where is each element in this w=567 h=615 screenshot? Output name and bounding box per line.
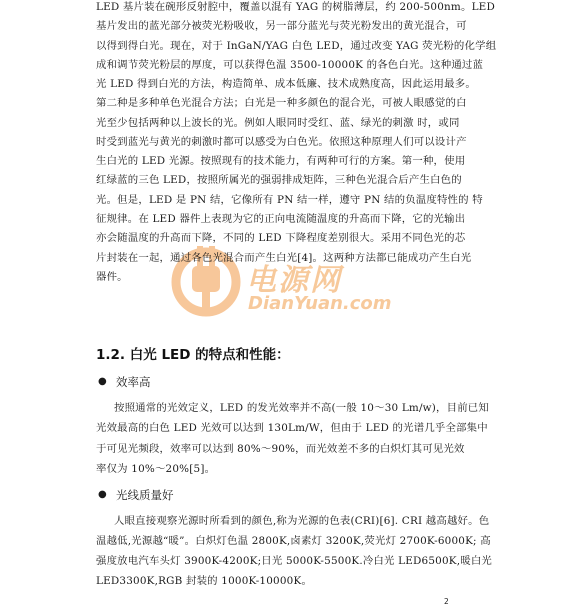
body-line: 光。但是，LED 是 PN 结，它像所有 PN 结一样，遵守 PN 结的负温度特性的 特 — [96, 194, 483, 206]
body-line: 征规律。在 LED 器件上表现为它的正向电流随温度的升高而下降，它的光输出 — [96, 213, 466, 225]
body-line: 第二种是多种单色光混合方法；白光是一种多颜色的混合光，可被人眼感觉的白 — [96, 97, 467, 109]
body-line: 红绿蓝的三色 LED，按照所属光的强弱排成矩阵，三种色光混合后产生白色的 — [96, 174, 462, 186]
body-line: 率仅为 10%～20%[5]。 — [96, 463, 216, 475]
body-line: 成和调节荧光粉层的厚度，可以获得色温 3500-10000K 的各色白光。这种通过蓝 — [96, 59, 484, 71]
body-line: 于可见光频段，效率可以达到 80%～90%，而光效差不多的白炽灯其可见光效 — [96, 443, 465, 455]
body-line: 片封装在一起，通过各色光混合而产生白光[4]。这两种方法都已能成功产生白光 — [96, 252, 472, 264]
body-line: LED 基片装在碗形反射腔中，覆盖以混有 YAG 的树脂薄层，约 200-500nm。LED — [96, 1, 495, 13]
body-line: 生白光的 LED 光源。按照现有的技术能力，有两种可行的方案。第一种，使用 — [96, 155, 466, 167]
body-line: 光效最高的白色 LED 光效可以达到 130Lm/W，但由于 LED 的光谱几乎全部集中 — [96, 422, 488, 434]
body-line: LED3300K,RGB 封装的 1000K-10000K。 — [96, 575, 313, 587]
bullet-title-efficiency: 效率高 — [116, 375, 151, 389]
body-line: 以得到得白光。现在，对于 InGaN/YAG 白色 LED，通过改变 YAG 荧光粉的化学组 — [96, 40, 497, 52]
body-line: 器件。 — [96, 271, 128, 283]
body-line: 时受到蓝光与黄光的刺激时都可以感受为白色光。依照这种原理人们可以设计产 — [96, 136, 467, 148]
body-line: 光至少包括两种以上波长的光。例如人眼同时受红、蓝、绿光的刺激 时，或同 — [96, 117, 460, 129]
watermark-chinese-text: 电源网 — [246, 263, 342, 298]
body-line: 按照通常的光效定义，LED 的发光效率并不高(一般 10～30 Lm/w)，目前已知 — [114, 402, 489, 414]
watermark-english-text: DianYuan.com — [248, 293, 392, 314]
page-number: 2 — [444, 597, 449, 606]
body-line: 温越低,光源越“暖”。白炽灯色温 2800K,卤素灯 3200K,荧光灯 2700K-6000K; 高 — [96, 535, 491, 547]
bullet-title-light-quality: 光线质量好 — [116, 488, 174, 502]
body-line: 强度放电汽车头灯 3900K-4200K;日光 5000K-5500K.冷白光 LED6500K,暖白光 — [96, 555, 493, 567]
body-line: 基片发出的蓝光部分被荧光粉吸收，另一部分蓝光与荧光粉发出的黄光混合，可 — [96, 20, 467, 32]
body-line: 光 LED 得到白光的方法，构造简单、成本低廉、技术成熟度高，因此运用最多。 — [96, 78, 476, 90]
body-line: 亦会随温度的升高而下降，不同的 LED 下降程度差别很大。采用不同色光的芯 — [96, 232, 466, 244]
bullet-marker: ● — [98, 489, 107, 500]
bullet-marker: ● — [98, 376, 107, 387]
section-heading: 1.2. 白光 LED 的特点和性能： — [96, 347, 290, 363]
body-line: 人眼直接观察光源时所看到的颜色,称为光源的色表(CRI)[6]. CRI 越高越好。色 — [114, 515, 490, 527]
